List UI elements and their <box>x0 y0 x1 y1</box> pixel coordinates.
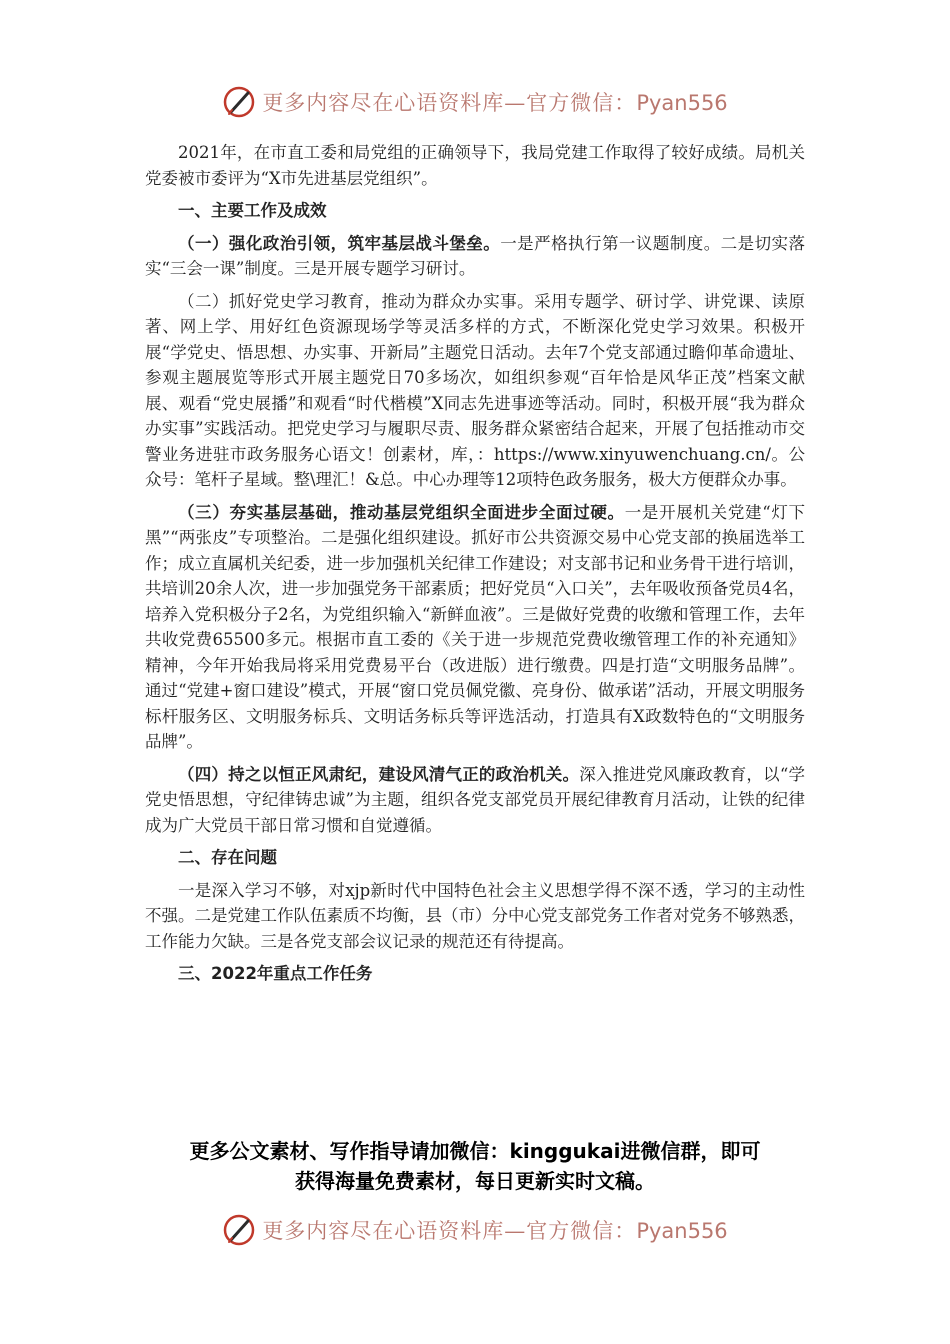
problems-paragraph: 一是深入学习不够，对xjp新时代中国特色社会主义思想学得不深不透，学习的主动性不强。二是党建工作队伍素质不均衡，县（市）分中心党支部党务工作者对党务不够熟悉，工作能力欠缺。三是各党支部会议记录的规范还有待提高。 <box>145 880 805 951</box>
item-paragraph-4: （四）持之以恒正风肃纪，建设风清气正的政治机关。深入推进党风廉政教育，以“学党史悟思想，守纪律铸忠诚”为主题，组织各党支部党员开展纪律教育月活动，让铁的纪律成为广大党员干部日常习惯和自觉遵循。 <box>145 764 806 835</box>
promo-text <box>0 1136 950 1196</box>
pen-logo-icon <box>222 85 256 119</box>
promo-line-1: 更多公文素材、写作指导请加微信：kinggukai进微信群，即可 <box>189 1139 761 1163</box>
intro-paragraph: 2021年，在市直工委和局党组的正确领导下，我局党建工作取得了较好成绩。局机关党委被市委评为“X市先进基层党组织”。 <box>145 143 805 188</box>
item-paragraph-1: （一）强化政治引领，筑牢基层战斗堡垒。一是严格执行第一议题制度。二是切实落实“三会一课”制度。三是开展专题学习研讨。 <box>145 233 806 278</box>
section-heading-2: 二、存在问题 <box>178 848 277 867</box>
header-banner <box>0 82 950 122</box>
section-heading-1: 一、主要工作及成效 <box>178 201 327 220</box>
item-paragraph-2: （二）抓好党史学习教育，推动为群众办实事。采用专题学、研讨学、讲党课、读原著、网上学、用好红色资源现场学等灵活多样的方式，不断深化党史学习效果。积极开展“学党史、悟思想、办实事、开新局”主题党日活动。去年7个党支部通过瞻仰革命遗址、参观主题展览等形式开展主题党日70多场次，如组织参观“百年恰是风华正茂”档案文献展、观看“党史展播”和观看“时代楷模”X同志先进事迹等活动。同时，积极开展“我为群众办实事”实践活动。把党史学习与履职尽责、服务群众紧密结合起来，开展了包括推动市交警业务进驻市政务服务心语文！创素材，库，：https://www.xinyuwenchuang.cn/。公众号：笔杆子星域。整\理汇！&总。中心办理等12项特色政务服务，极大方便群众办事。 <box>145 291 805 489</box>
banner-text: 更多内容尽在心语资料库—官方微信：Pyan556 <box>262 91 728 115</box>
item-paragraph-3: （三）夯实基层基础，推动基层党组织全面进步全面过硬。一是开展机关党建“灯下黑”“两张皮”专项整治。二是强化组织建设。抓好市公共资源交易中心党支部的换届选举工作；成立直属机关纪委，进一步加强机关纪律工作建设；对支部书记和业务骨干进行培训，共培训20余人次，进一步加强党务干部素质；把好党员“入口关”，去年吸收预备党员4名，培养入党积极分子2名，为党组织输入“新鲜血液”。三是做好党费的收缴和管理工作，去年共收党费65500多元。根据市直工委的《关于进一步规范党费收缴管理工作的补充通知》精神，今年开始我局将采用党费易平台（改进版）进行缴费。四是打造“文明服务品牌”。通过“党建+窗口建设”模式，开展“窗口党员佩党徽、亮身份、做承诺”活动，开展文明服务标杆服务区、文明服务标兵、文明话务标兵等评选活动，打造具有X政数特色的“文明服务品牌”。 <box>145 502 806 751</box>
banner-text: 更多内容尽在心语资料库—官方微信：Pyan556 <box>262 1219 728 1243</box>
footer-banner <box>0 1210 950 1250</box>
section-heading-3: 三、2022年重点工作任务 <box>178 964 373 983</box>
promo-line-2: 获得海量免费素材，每日更新实时文稿。 <box>295 1169 655 1193</box>
document-body <box>145 140 805 994</box>
pen-logo-icon <box>222 1213 256 1247</box>
